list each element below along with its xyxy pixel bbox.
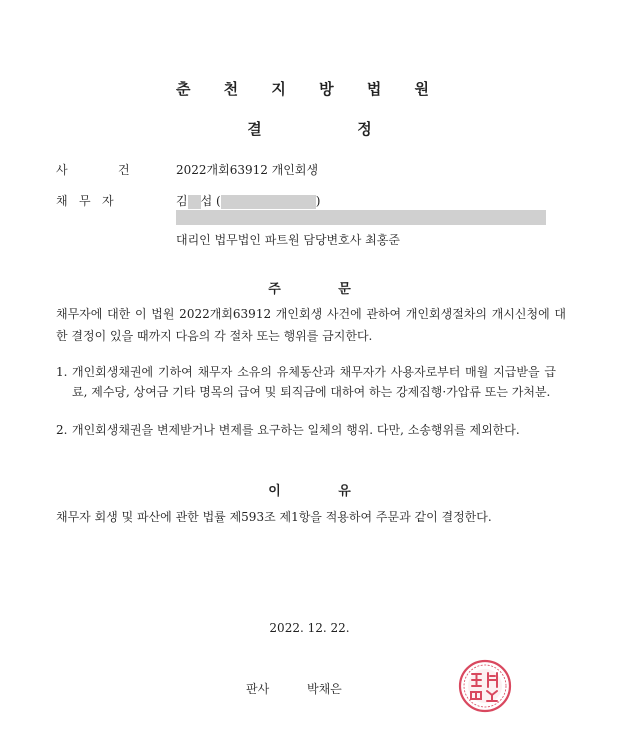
case-label-char: 사 — [56, 163, 68, 177]
reason-text: 채무자 회생 및 파산에 관한 법률 제593조 제1항을 적용하여 주문과 같이 결정한다. — [56, 510, 492, 524]
debtor-name — [176, 192, 320, 209]
debtor-label — [56, 192, 125, 209]
redaction-block — [188, 195, 201, 209]
order-item-number: 1. — [56, 365, 68, 379]
order-item-text: 개인회생채권에 기하여 채무자 소유의 유체동산과 채무자가 사용자로부터 매월 지급받을 급료, 제수당, 상여금 기타 명목의 급여 및 퇴직금에 대하여 하는 강제집행·가압류 또는 가처분. — [72, 365, 556, 399]
debtor-label-char: 무 — [79, 194, 91, 208]
redaction-block — [221, 195, 316, 209]
court-name: 춘 천 지 방 법 원 — [175, 80, 444, 98]
debtor-name-close: ) — [315, 194, 321, 208]
case-label-char: 건 — [118, 163, 130, 177]
debtor-label-char: 채 — [56, 194, 68, 208]
order-heading-char: 주 — [268, 282, 281, 297]
reason-heading-char: 이 — [268, 484, 281, 499]
order-item-text: 개인회생채권을 변제받거나 변제를 요구하는 일체의 행위. 다만, 소송행위를 제외한다. — [72, 423, 520, 437]
order-item-number: 2. — [56, 423, 68, 437]
debtor-name-first: 김 — [176, 194, 188, 208]
reason-heading-char: 유 — [338, 484, 351, 499]
order-intro: 채무자에 대한 이 법원 2022개회63912 개인회생 사건에 관하여 개인회생절차의 개시신청에 대한 결정이 있을 때까지 다음의 각 절차 또는 행위를 금지한다. — [56, 307, 566, 343]
debtor-name-last: 섭 ( — [200, 194, 221, 208]
order-heading — [0, 278, 619, 297]
decision-date: 2022. 12. 22. — [269, 621, 350, 635]
reason-heading — [0, 480, 619, 499]
judge-name: 박채은 — [307, 682, 342, 696]
debtor-attorney: 대리인 법무법인 파트원 담당변호사 최홍준 — [176, 233, 400, 247]
document-title-char-2: 정 — [357, 120, 372, 138]
order-heading-char: 문 — [338, 282, 351, 297]
debtor-label-char: 자 — [102, 194, 114, 208]
document-title — [0, 118, 619, 139]
document-title-char-1: 결 — [247, 120, 262, 138]
address-redaction — [176, 210, 546, 225]
order-item — [56, 362, 556, 402]
judge-seal — [457, 658, 513, 714]
case-number: 2022개회63912 개인회생 — [176, 163, 319, 177]
case-label — [56, 161, 141, 178]
judge-title: 판사 — [246, 682, 270, 696]
order-item — [56, 420, 556, 440]
